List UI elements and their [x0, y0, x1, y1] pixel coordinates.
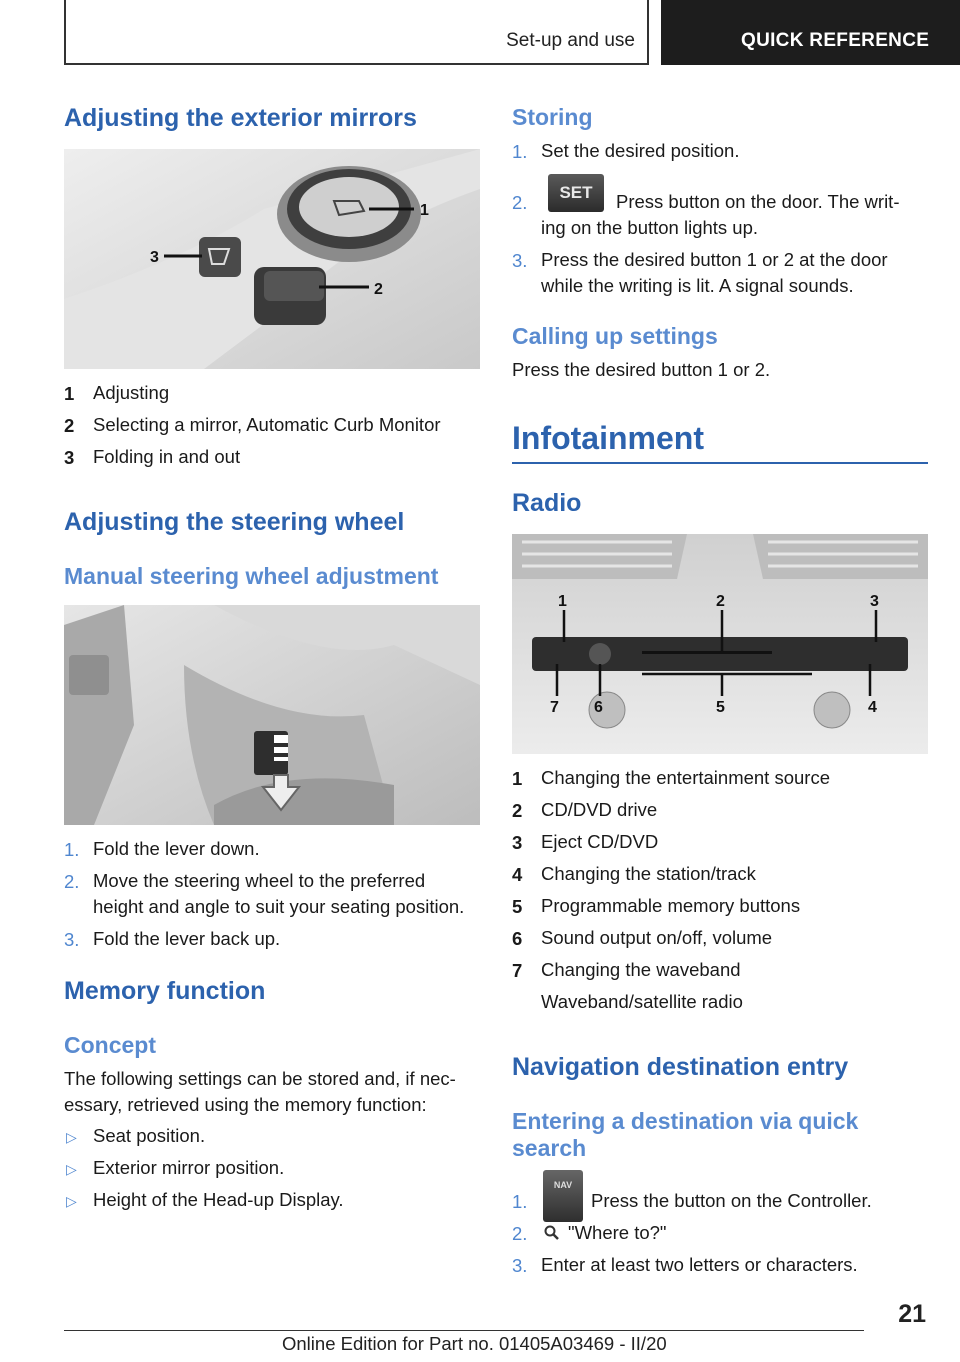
nav-step-text: "Where to?": [568, 1222, 667, 1243]
steering-step-text-cont: height and angle to suit your seating position.: [93, 896, 465, 917]
mirror-item-text: Selecting a mirror, Automatic Curb Monitor: [93, 414, 441, 435]
storing-step-text-cont: ing on the button lights up.: [541, 217, 759, 238]
steering-heading: Adjusting the steering wheel: [64, 508, 405, 536]
header-section-tab: [64, 0, 649, 65]
nav-step-text: Enter at least two letters or characters.: [541, 1254, 858, 1275]
radio-item-num: 4: [512, 864, 523, 885]
quick-search-heading-line2: search: [512, 1135, 587, 1161]
bullet-triangle-icon: ▷: [66, 1193, 77, 1209]
radio-item-text: Changing the entertainment source: [541, 767, 830, 788]
storing-heading: Storing: [512, 104, 593, 130]
page-number: 21: [898, 1300, 926, 1328]
radio-item-text: Sound output on/off, volume: [541, 927, 773, 948]
nav-step-num: 3.: [512, 1255, 528, 1276]
radio-panel-image: [512, 534, 928, 754]
manual-steering-heading: Manual steering wheel adjustment: [64, 563, 439, 589]
mirrors-heading: Adjusting the exterior mirrors: [64, 104, 417, 132]
radio-item-num: 7: [512, 960, 523, 981]
radio-callout-6: 6: [594, 699, 603, 716]
radio-callout-1: 1: [558, 593, 567, 610]
mirror-callout-2: 2: [374, 281, 383, 298]
radio-item-text: Changing the waveband: [541, 959, 741, 980]
radio-callout-2: 2: [716, 593, 725, 610]
concept-bullet: Height of the Head-up Display.: [93, 1189, 344, 1210]
storing-step-text: Press button on the door. The writ-: [616, 191, 900, 212]
header-section-label: Set-up and use: [506, 30, 635, 51]
infotainment-rule: [512, 462, 928, 464]
steering-step-num: 1.: [64, 839, 80, 860]
nav-button-icon: NAV: [543, 1170, 583, 1222]
concept-bullet: Seat position.: [93, 1125, 206, 1146]
footer-edition: Online Edition for Part no. 01405A03469 - II/20: [282, 1333, 667, 1354]
bullet-triangle-icon: ▷: [66, 1161, 77, 1177]
radio-item-num: 6: [512, 928, 523, 949]
calling-text: Press the desired button 1 or 2.: [512, 359, 771, 380]
calling-heading: Calling up settings: [512, 323, 718, 349]
radio-item-num: 2: [512, 800, 523, 821]
mirror-item-num: 1: [64, 383, 75, 404]
memory-heading: Memory function: [64, 977, 266, 1005]
set-button-icon: SET: [548, 174, 604, 212]
bullet-triangle-icon: ▷: [66, 1129, 77, 1145]
radio-heading: Radio: [512, 489, 582, 517]
radio-item-num: 1: [512, 768, 523, 789]
steering-step-text: Fold the lever back up.: [93, 928, 281, 949]
storing-step-num: 3.: [512, 250, 528, 271]
radio-item-text: Programmable memory buttons: [541, 895, 801, 916]
storing-step-text: Set the desired position.: [541, 140, 740, 161]
quick-search-heading-line1: Entering a destination via quick: [512, 1108, 859, 1134]
radio-callout-7: 7: [550, 699, 559, 716]
mirror-item-text: Folding in and out: [93, 446, 241, 467]
steering-lever-image: [64, 605, 480, 825]
mirror-item-text: Adjusting: [93, 382, 170, 403]
storing-step-num: 2.: [512, 192, 528, 213]
steering-step-text: Move the steering wheel to the preferred: [93, 870, 426, 891]
concept-bullet: Exterior mirror position.: [93, 1157, 285, 1178]
radio-item-num: 5: [512, 896, 523, 917]
mirror-item-num: 3: [64, 447, 75, 468]
nav-step-num: 2.: [512, 1223, 528, 1244]
radio-item-text: Eject CD/DVD: [541, 831, 659, 852]
steering-step-num: 2.: [64, 871, 80, 892]
storing-step-num: 1.: [512, 141, 528, 162]
mirror-callout-1: 1: [420, 202, 429, 219]
radio-callout-3: 3: [870, 593, 879, 610]
storing-step-text-cont: while the writing is lit. A signal sounds.: [541, 275, 854, 296]
radio-item-num: 3: [512, 832, 523, 853]
radio-subnote: Waveband/satellite radio: [541, 991, 743, 1012]
steering-step-num: 3.: [64, 929, 80, 950]
magnifier-icon: [543, 1224, 561, 1242]
concept-text-line1: The following settings can be stored and, if nec-: [64, 1068, 456, 1089]
mirror-callout-3: 3: [150, 249, 159, 266]
header-chapter-tab: [661, 0, 960, 65]
radio-item-text: Changing the station/track: [541, 863, 756, 884]
mirror-control-image: [64, 149, 480, 369]
radio-callout-4: 4: [868, 699, 877, 716]
footer-rule: [64, 1330, 864, 1331]
nav-step-num: 1.: [512, 1191, 528, 1212]
storing-step-text: Press the desired button 1 or 2 at the door: [541, 249, 888, 270]
nav-heading: Navigation destination entry: [512, 1053, 849, 1081]
concept-text-line2: essary, retrieved using the memory function:: [64, 1094, 427, 1115]
header-chapter-label: QUICK REFERENCE: [741, 30, 930, 51]
infotainment-heading: Infotainment: [512, 420, 704, 456]
radio-item-text: CD/DVD drive: [541, 799, 658, 820]
concept-heading: Concept: [64, 1032, 156, 1058]
radio-callout-5: 5: [716, 699, 725, 716]
nav-step-text: Press the button on the Controller.: [591, 1190, 872, 1211]
steering-step-text: Fold the lever down.: [93, 838, 260, 859]
mirror-item-num: 2: [64, 415, 75, 436]
